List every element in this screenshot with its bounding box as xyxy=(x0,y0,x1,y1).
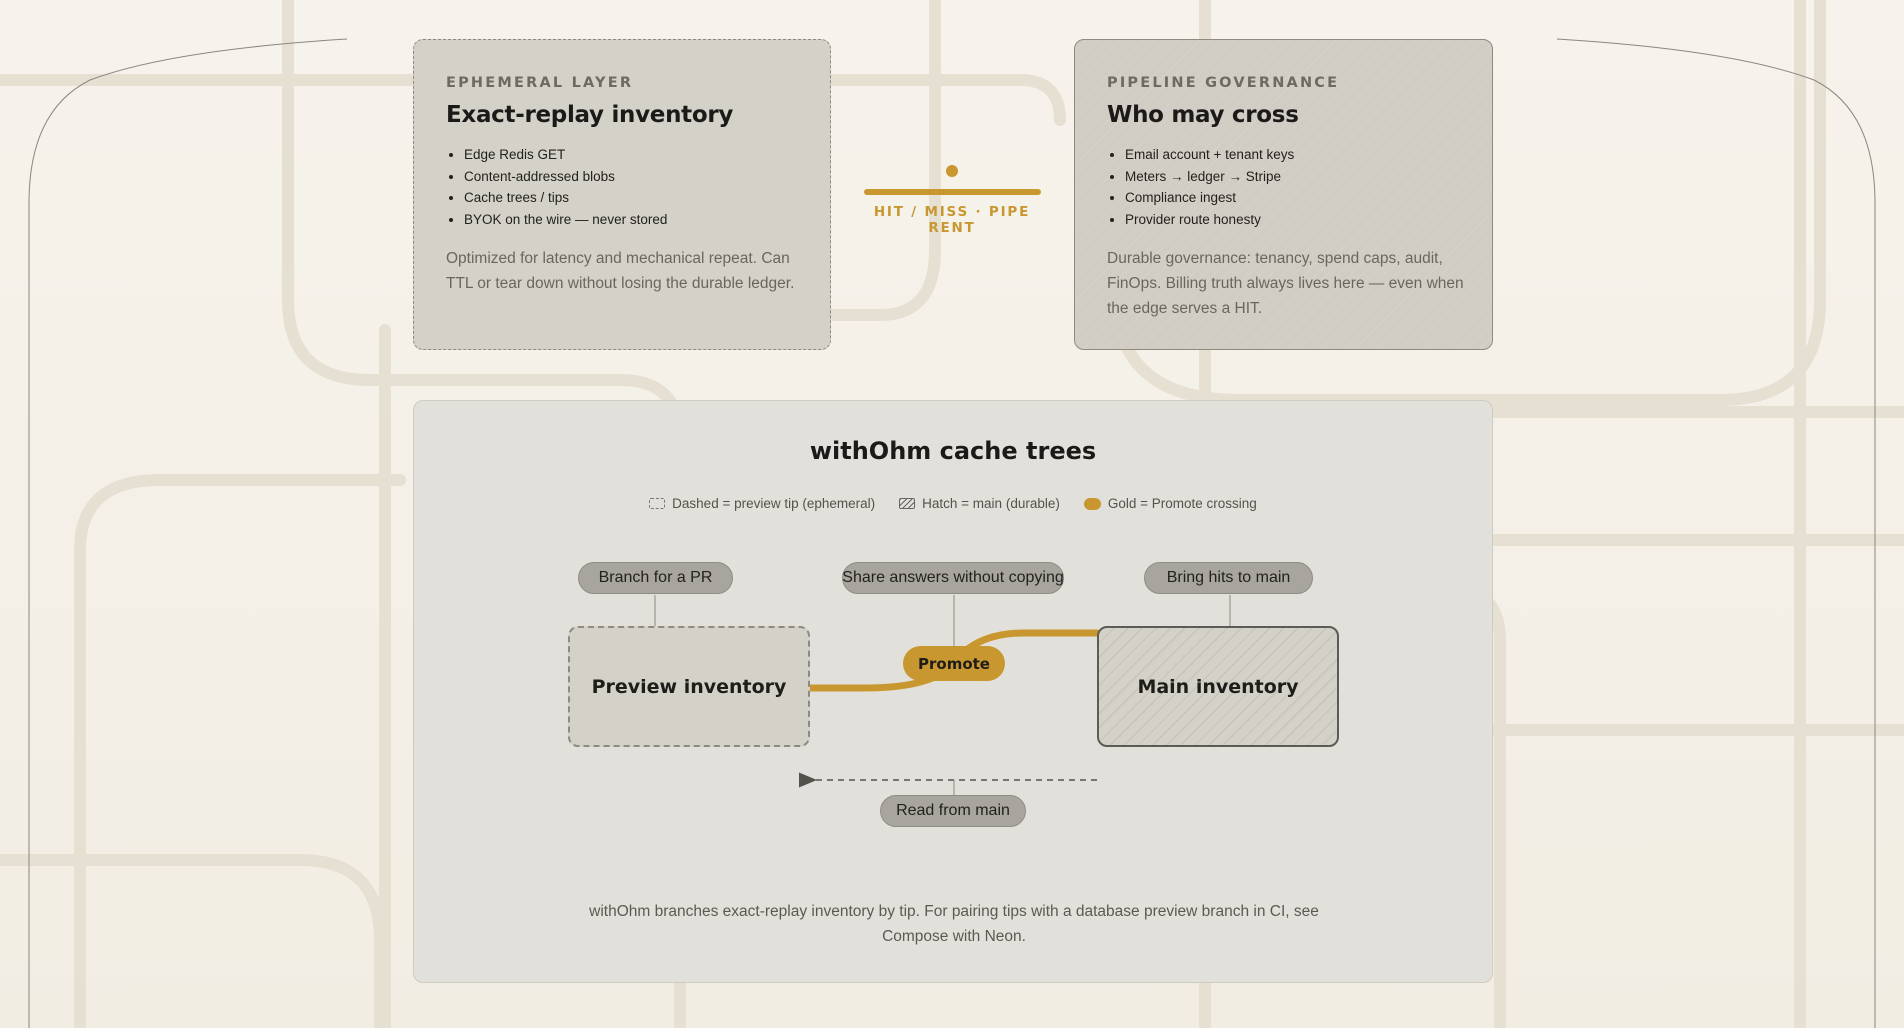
list-item: • Compliance ingest xyxy=(1125,187,1294,209)
connector-label: HIT / MISS · PIPE RENT xyxy=(873,204,1031,236)
ephemeral-layer-card xyxy=(413,39,831,350)
ephemeral-description: Optimized for latency and mechanical repeat. Can TTL or tear down without losing the durable ledger. xyxy=(446,250,795,292)
governance-title: Who may cross xyxy=(1107,102,1299,128)
list-item: • Meters → ledger → Stripe xyxy=(1125,166,1294,188)
branch-for-pr-label: Branch for a PR xyxy=(578,562,733,594)
main-inventory-node: Main inventory xyxy=(1097,626,1339,747)
bring-hits-label: Bring hits to main xyxy=(1144,562,1313,594)
list-item: • Edge Redis GET xyxy=(464,144,667,166)
cache-tree-diagram xyxy=(414,401,1494,984)
legend-label: Gold = Promote crossing xyxy=(1107,496,1257,511)
ephemeral-eyebrow: EPHEMERAL LAYER xyxy=(446,75,634,91)
panel-footnote: withOhm branches exact-replay inventory by tip. For pairing tips with a database preview branch in CI, see Compose with Neon. xyxy=(589,903,1319,945)
read-from-main-label: Read from main xyxy=(880,795,1026,827)
list-item: • Email account + tenant keys xyxy=(1125,144,1294,166)
cache-trees-panel xyxy=(413,400,1493,983)
pipeline-governance-card xyxy=(1074,39,1493,350)
share-answers-label: Share answers without copying xyxy=(842,562,1064,594)
ephemeral-list xyxy=(446,144,667,231)
governance-eyebrow: PIPELINE GOVERNANCE xyxy=(1107,75,1340,91)
governance-list xyxy=(1107,144,1294,231)
connector-line xyxy=(864,189,1041,195)
list-item: • BYOK on the wire — never stored xyxy=(464,209,667,231)
list-item: • Content-addressed blobs xyxy=(464,166,667,188)
connector-dot xyxy=(946,165,958,177)
legend-label: Dashed = preview tip (ephemeral) xyxy=(672,496,876,511)
ephemeral-title: Exact-replay inventory xyxy=(446,102,734,128)
list-item: • Cache trees / tips xyxy=(464,187,667,209)
promote-badge: Promote xyxy=(903,646,1005,681)
legend-label: Hatch = main (durable) xyxy=(922,496,1060,511)
list-item: • Provider route honesty xyxy=(1125,209,1294,231)
governance-description: Durable governance: tenancy, spend caps, audit, FinOps. Billing truth always lives here — even when the edge serves a HIT. xyxy=(1107,250,1464,317)
panel-title: withOhm cache trees xyxy=(809,437,1097,465)
preview-inventory-node: Preview inventory xyxy=(568,626,810,747)
